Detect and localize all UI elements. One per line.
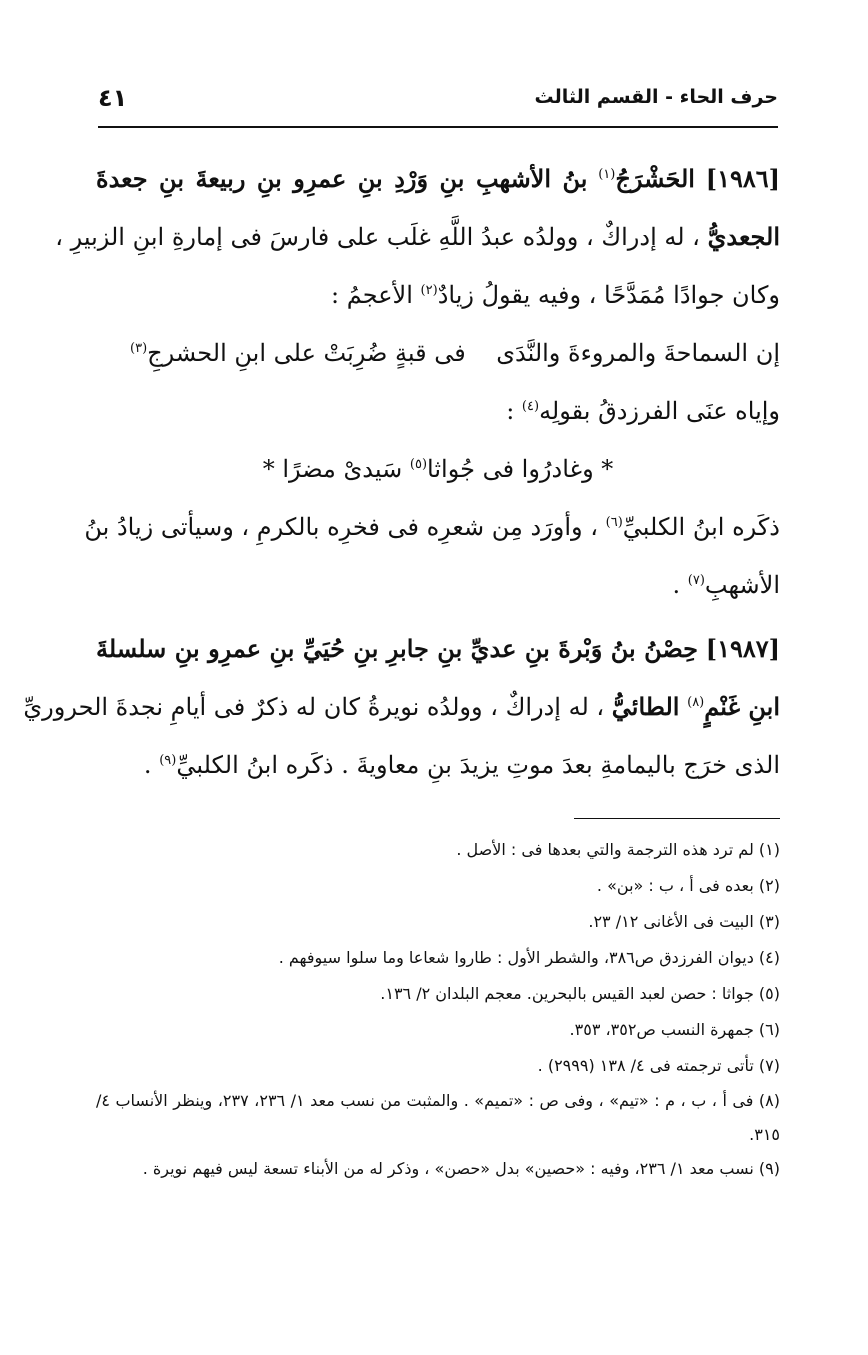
footnote-1: (١) لم ترد هذه الترجمة والتي بعدها فى : الأصل . bbox=[456, 840, 780, 859]
entry-lineage: حِصْنُ بنُ وَبْرةَ بنِ عديِّ بنِ جابرِ بنِ حُيَيِّ بنِ عمرِو بنِ سلسلةَ bbox=[96, 634, 699, 663]
footnote-divider bbox=[574, 818, 780, 819]
footnote-ref: (٩) bbox=[159, 753, 177, 768]
text-line bbox=[23, 678, 780, 736]
header-divider bbox=[98, 126, 778, 128]
text-line bbox=[96, 382, 780, 440]
footnote-ref: (٢) bbox=[420, 283, 438, 298]
text-span: وإياه عنَى الفرزدقُ بقولِه bbox=[539, 397, 780, 425]
text-span: سَيدىْ مضرًا * bbox=[262, 455, 403, 483]
entry-heading-line bbox=[96, 620, 780, 678]
text-span: الذى خرَج باليمامةِ بعدَ موتِ يزيدَ بنِ معاويةَ . ذكَره ابنُ الكلبيِّ bbox=[176, 751, 780, 779]
text-span: وكان جوادًا مُمَدَّحًا ، وفيه يقولُ زيادٌ bbox=[437, 281, 780, 309]
footnote-5: (٥) جواثا : حصن لعبد القيس بالبحرين. معجم البلدان ٢/ ١٣٦. bbox=[380, 984, 780, 1003]
entry-1986 bbox=[55, 150, 780, 614]
text-span: : bbox=[506, 397, 515, 425]
footnote-7: (٧) تأتى ترجمته فى ٤/ ١٣٨ (٢٩٩٩) . bbox=[537, 1056, 780, 1075]
footnote-9: (٩) نسب معد ١/ ٢٣٦، وفيه : «حصين» بدل «حصن» ، وذكر له من الأبناء تسعة ليس فيهم نويرة . bbox=[142, 1159, 780, 1178]
quoted-hemistich bbox=[96, 440, 780, 498]
page-number: ٤١ bbox=[98, 84, 128, 112]
footnotes bbox=[96, 832, 780, 1186]
poetry-verse bbox=[96, 324, 780, 382]
verse-first-hemistich: إن السماحةَ والمروءةَ والنَّدَى bbox=[496, 339, 780, 367]
footnote-ref: (٦) bbox=[605, 515, 623, 530]
text-span: الأشهبِ bbox=[704, 571, 780, 599]
text-span: ، له إدراكٌ ، وولدُه عبدُ اللَّهِ غلَب على فارسَ فى إمارةِ ابنِ الزبيرِ ، bbox=[55, 223, 700, 251]
footnote-ref: (٣) bbox=[130, 341, 148, 356]
footnote-4: (٤) ديوان الفرزدق ص٣٨٦، والشطر الأول : طاروا شعاعا وما سلوا سيوفهم . bbox=[278, 948, 780, 967]
entry-heading-line bbox=[96, 150, 780, 208]
text-line bbox=[96, 266, 780, 324]
footnote-ref: (٧) bbox=[687, 573, 705, 588]
entry-lineage: بنُ الأشهبِ بنِ وَرْدِ بنِ عمرِو بنِ ربيعةَ بنِ جعدةَ bbox=[96, 164, 588, 193]
text-span: ، وأورَد مِن شعرِه فى فخرِه بالكرمِ ، وسيأتى زيادُ بنُ bbox=[84, 513, 598, 541]
entry-tribe: الجعديُّ bbox=[707, 222, 780, 251]
text-line bbox=[96, 556, 780, 614]
footnote-ref: (٤) bbox=[521, 399, 540, 414]
footnote-ref: (٨) bbox=[687, 695, 705, 710]
footnote-8: (٨) فى أ ، ب ، م : «تيم» ، وفى ص : «تميم» . والمثبت من نسب معد ١/ ٢٣٦، ٢٣٧، وينظر الأنساب ٤/ ٣١٥. bbox=[96, 1091, 781, 1144]
footnote-6: (٦) جمهرة النسب ص٣٥٢، ٣٥٣. bbox=[569, 1020, 780, 1039]
footnote-ref: (٥) bbox=[409, 457, 428, 472]
entry-number: [١٩٨٦] bbox=[705, 164, 780, 193]
entry-name: ابنِ غَنْمٍ bbox=[704, 692, 780, 721]
entry-tribe: الطائيُّ bbox=[611, 692, 680, 721]
verse-second-hemistich: فى قبةٍ ضُرِبَتْ على ابنِ الحشرجِ$^{(٣)}$ bbox=[130, 339, 466, 367]
chapter-title: حرف الحاء - القسم الثالث bbox=[534, 86, 778, 108]
text-span: * وغادرُوا فى جُواثا bbox=[427, 455, 614, 483]
text-span: . bbox=[143, 751, 152, 779]
footnote-ref: (١) bbox=[598, 167, 616, 182]
text-line bbox=[55, 208, 780, 266]
text-line bbox=[84, 498, 780, 556]
entry-name: الحَشْرَجُ bbox=[615, 164, 695, 193]
text-span: ذكَره ابنُ الكلبيِّ bbox=[622, 513, 780, 541]
text-line bbox=[96, 736, 780, 794]
footnote-3: (٣) البيت فى الأغانى ١٢/ ٢٣. bbox=[588, 912, 780, 931]
text-span: . bbox=[672, 571, 681, 599]
running-header bbox=[98, 80, 778, 120]
text-span: ، له إدراكٌ ، وولدُه نويرةُ كان له ذكرٌ فى أيامِ نجدةَ الحروريِّ bbox=[23, 693, 605, 721]
entry-number: [١٩٨٧] bbox=[705, 634, 780, 663]
entry-1987 bbox=[23, 620, 780, 794]
main-text bbox=[23, 150, 780, 794]
text-span: الأعجمُ : bbox=[331, 281, 413, 309]
footnote-2: (٢) بعده فى أ ، ب : «بن» . bbox=[596, 876, 780, 895]
